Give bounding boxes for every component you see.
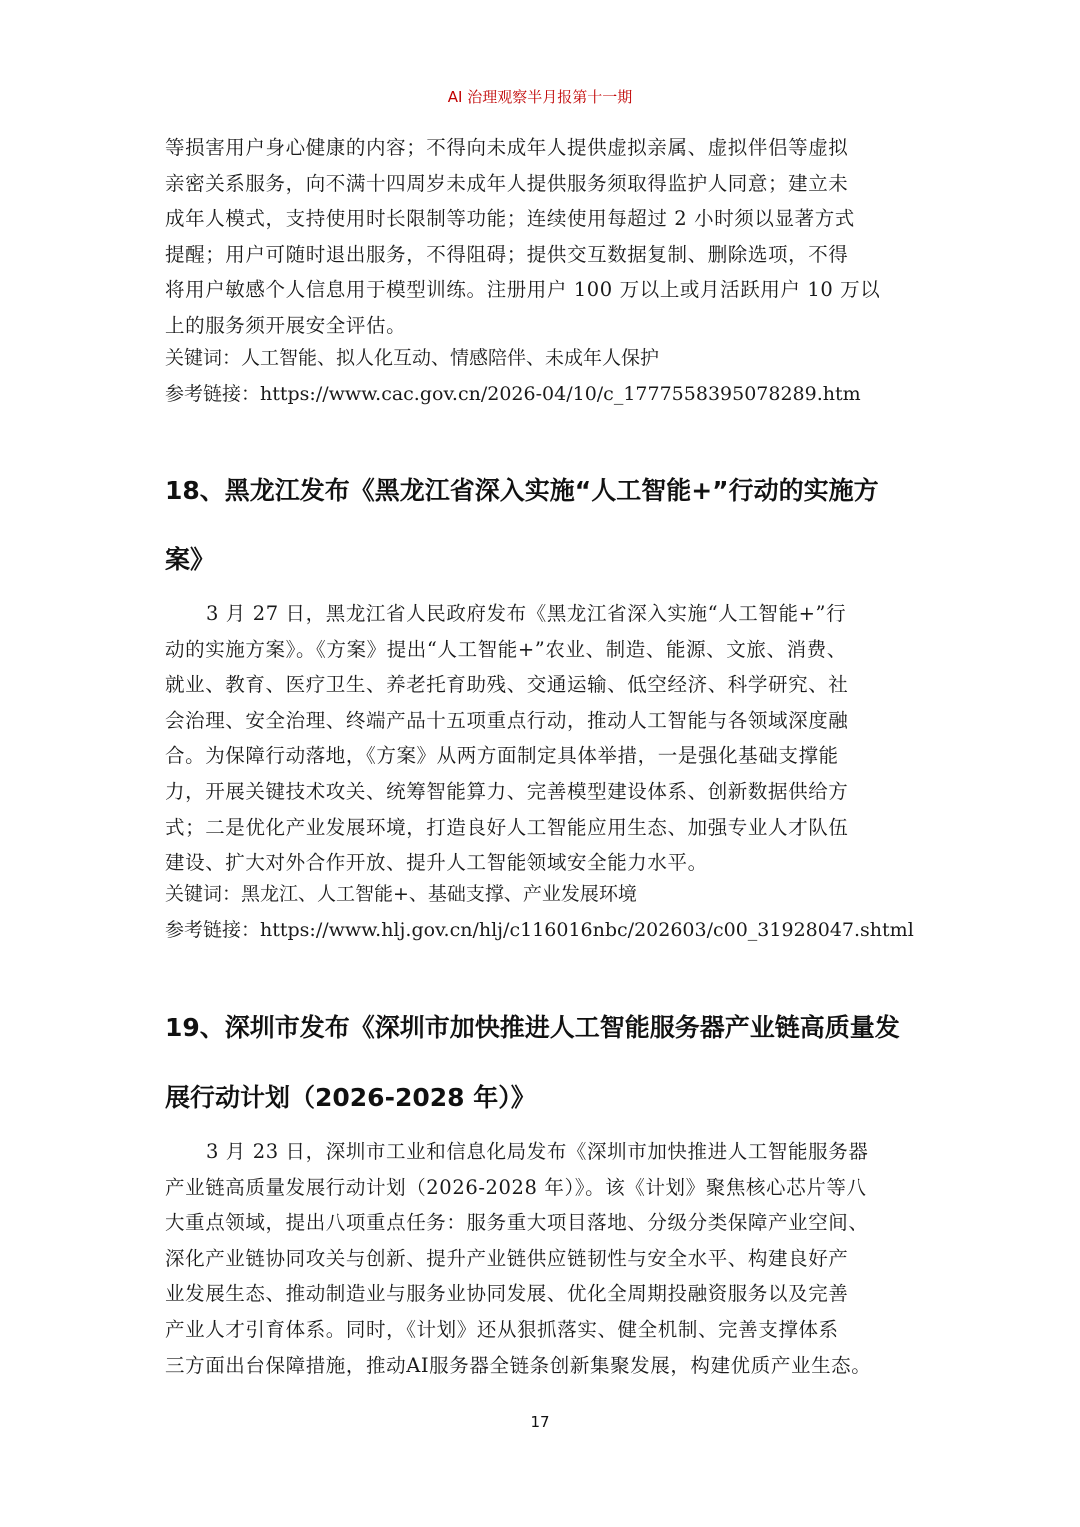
body-line: 产业链高质量发展行动计划（2026-2028 年）》。该《计划》聚焦核心芯片等八	[165, 1175, 867, 1199]
body-line: 等损害用户身心健康的内容；不得向未成年人提供虚拟亲属、虚拟伴侣等虚拟	[165, 136, 849, 159]
body-line: 业发展生态、推动制造业与服务业协同发展、优化全周期投融资服务以及完善	[165, 1282, 849, 1306]
body-line: 深化产业链协同攻关与创新、提升产业链供应链韧性与安全水平、构建良好产	[165, 1246, 849, 1270]
body-line: 3 月 23 日，深圳市工业和信息化局发布《深圳市加快推进人工智能服务器	[206, 1140, 869, 1163]
body-line: 力，开展关键技术攻关、统筹智能算力、完善模型建设体系、创新数据供给方	[165, 779, 849, 803]
section18-link[interactable]: 参考链接：https://www.hlj.gov.cn/hlj/c116016nbc/202603/c00_31928047.shtml	[165, 919, 914, 941]
section19-body	[165, 1134, 923, 1383]
section19-heading-line1: 19、深圳市发布《深圳市加快推进人工智能服务器产业链高质量发	[165, 1013, 900, 1042]
body-line: 建设、扩大对外合作开放、提升人工智能领域安全能力水平。	[165, 851, 708, 875]
body-line: 动的实施方案》。《方案》提出“人工智能+”农业、制造、能源、文旅、消费、	[165, 637, 847, 661]
body-line: 将用户敏感个人信息用于模型训练。注册用户 100 万以上或月活跃用户 10 万以	[165, 278, 881, 302]
section17-link[interactable]: 参考链接：https://www.cac.gov.cn/2026-04/10/c_1777558395078289.htm	[165, 383, 861, 405]
body-line: 式；二是优化产业发展环境，打造良好人工智能应用生态、加强专业人才队伍	[165, 815, 849, 839]
section19-heading-line2: 展行动计划（2026-2028 年）》	[165, 1083, 536, 1112]
body-line: 产业人才引育体系。同时，《计划》还从狠抓落实、健全机制、完善支撑体系	[165, 1317, 839, 1341]
body-line: 就业、教育、医疗卫生、养老托育助残、交通运输、低空经济、科学研究、社	[165, 673, 849, 697]
running-header: AI 治理观察半月报第十一期	[447, 88, 633, 106]
body-line: 三方面出台保障措施，推动AI服务器全链条创新集聚发展，构建优质产业生态。	[165, 1353, 872, 1377]
section18-body	[165, 596, 923, 881]
section18-heading-line2: 案》	[165, 545, 216, 574]
section17-body	[165, 130, 923, 344]
body-line: 3 月 27 日，黑龙江省人民政府发布《黑龙江省深入实施“人工智能+”行	[206, 602, 847, 625]
body-line: 亲密关系服务，向不满十四周岁未成年人提供服务须取得监护人同意；建立未	[165, 171, 849, 195]
body-line: 成年人模式，支持使用时长限制等功能；连续使用每超过 2 小时须以显著方式	[165, 207, 855, 231]
section17-keywords: 关键词：人工智能、拟人化互动、情感陪伴、未成年人保护	[165, 347, 660, 369]
body-line: 会治理、安全治理、终端产品十五项重点行动，推动人工智能与各领域深度融	[165, 708, 849, 732]
body-line: 大重点领域，提出八项重点任务：服务重大项目落地、分级分类保障产业空间、	[165, 1211, 869, 1235]
section18-heading-line1: 18、黑龙江发布《黑龙江省深入实施“人工智能+”行动的实施方	[165, 476, 879, 505]
body-line: 上的服务须开展安全评估。	[165, 313, 407, 337]
page-number: 17	[530, 1413, 550, 1431]
body-line: 合。为保障行动落地，《方案》从两方面制定具体举措，一是强化基础支撑能	[165, 744, 839, 768]
body-line: 提醒；用户可随时退出服务，不得阻碍；提供交互数据复制、删除选项，不得	[165, 242, 849, 266]
section18-keywords: 关键词：黑龙江、人工智能+、基础支撑、产业发展环境	[165, 883, 637, 905]
